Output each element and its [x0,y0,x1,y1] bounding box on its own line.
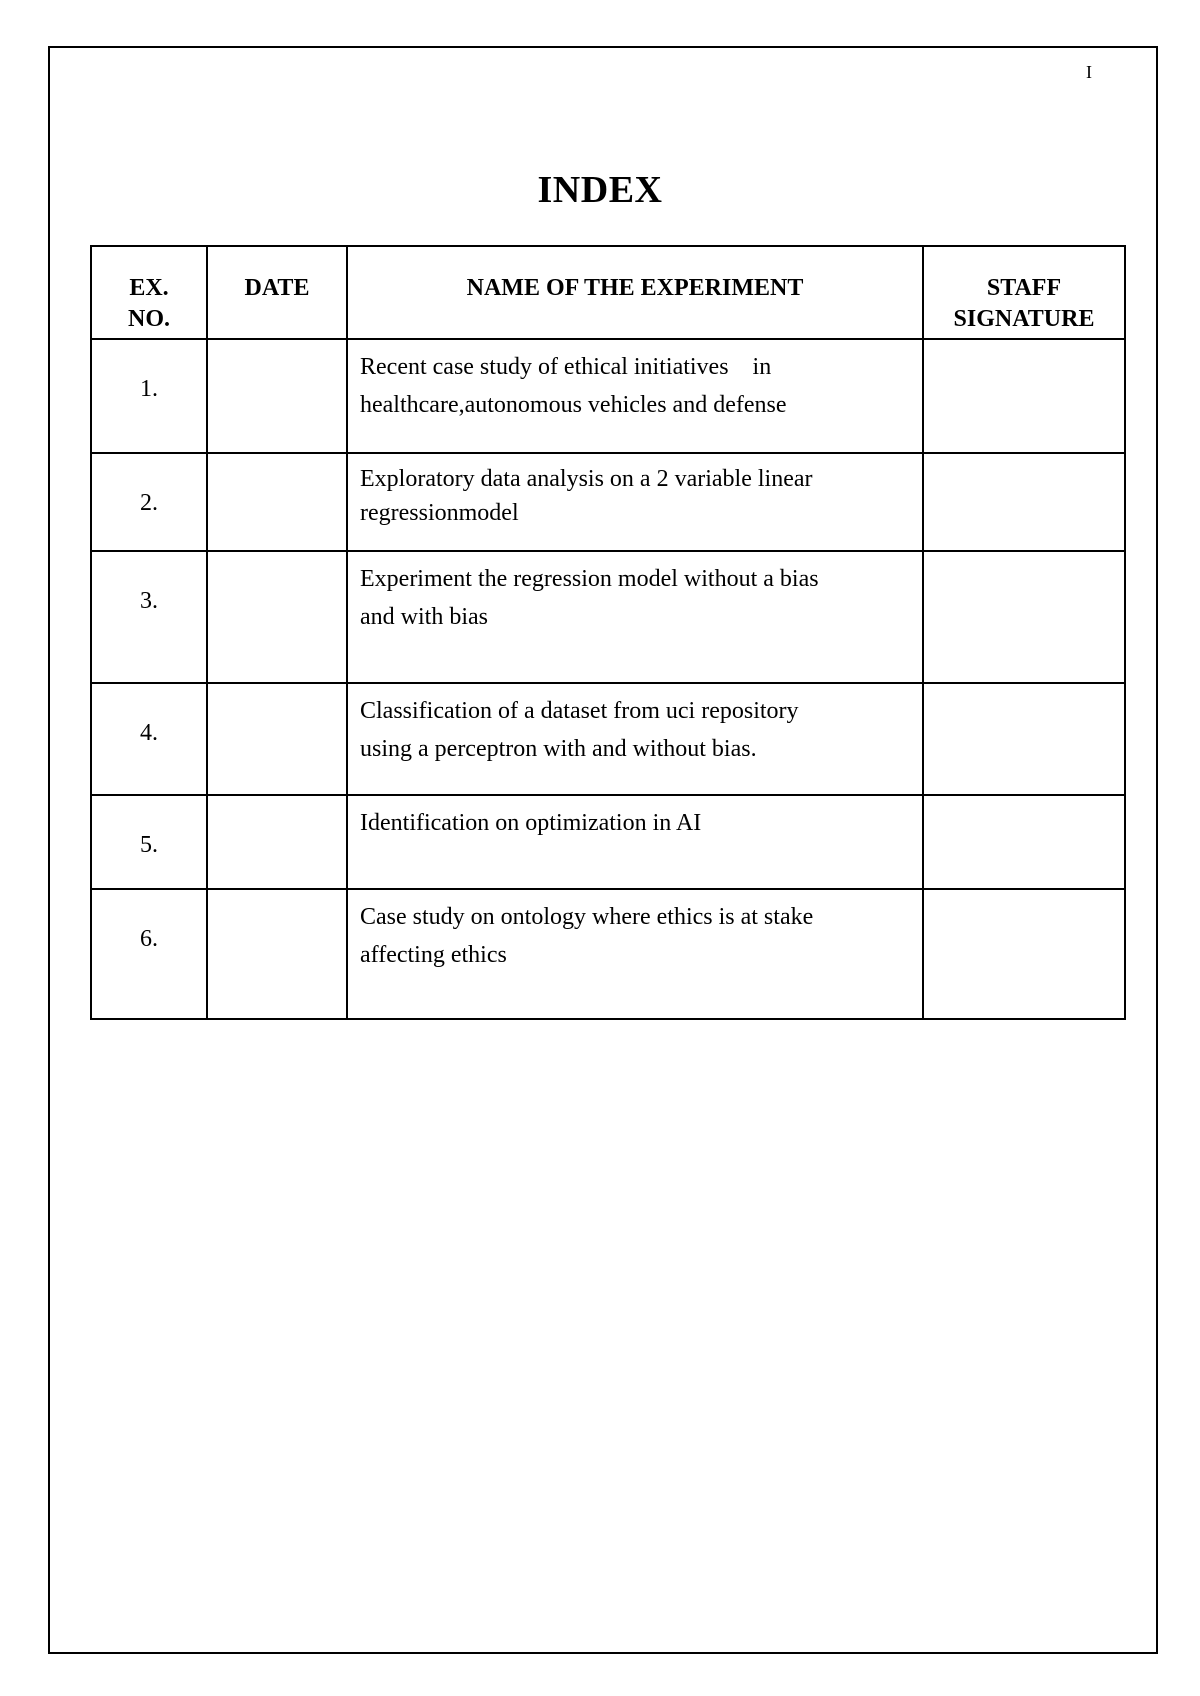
table-row [91,453,1125,551]
table-row [91,889,1125,1019]
table-row [91,339,1125,453]
date-cell [207,683,347,795]
row-number: 1. [91,339,207,453]
signature-cell [923,339,1125,453]
experiment-name-cell [347,339,923,453]
experiment-name-line1: Exploratory data analysis on a 2 variable linear [360,466,813,492]
experiment-name-line2: using a perceptron with and without bias. [360,736,757,762]
header-ex-no-line2: NO. [128,306,170,332]
table-row [91,683,1125,795]
header-ex-no [91,246,207,339]
row-number: 4. [91,683,207,795]
header-experiment-name-label: NAME OF THE EXPERIMENT [466,275,804,301]
header-date [207,246,347,339]
table-row [91,795,1125,889]
experiment-name-line1: Experiment the regression model without a bias [360,566,819,592]
header-staff-line1: STAFF [986,275,1062,301]
header-experiment-name [347,246,923,339]
table-row [91,551,1125,683]
experiment-name-cell [347,551,923,683]
row-number: 3. [91,551,207,683]
experiment-name-cell [347,795,923,889]
signature-cell [923,551,1125,683]
row-number: 2. [91,453,207,551]
date-cell [207,339,347,453]
experiment-name-line2: regressionmodel [360,500,519,526]
experiment-name-line2: healthcare,autonomous vehicles and defense [360,392,787,418]
experiment-name-line1: Recent case study of ethical initiatives in [360,354,772,380]
experiment-name-line1: Case study on ontology where ethics is at stake [360,904,814,930]
table-header-row [91,246,1125,339]
experiment-name-cell [347,889,923,1019]
signature-cell [923,889,1125,1019]
experiment-name-cell [347,453,923,551]
experiment-name-cell [347,683,923,795]
experiment-name-line2: and with bias [360,604,488,630]
date-cell [207,795,347,889]
page-number: I [1086,62,1092,82]
page-title: INDEX [537,169,663,211]
date-cell [207,453,347,551]
signature-cell [923,683,1125,795]
row-number: 5. [91,795,207,889]
date-cell [207,889,347,1019]
index-table [90,245,1126,1020]
header-date-label: DATE [244,275,310,301]
experiment-name-line2: affecting ethics [360,942,507,968]
header-staff-signature [923,246,1125,339]
experiment-name-line1: Identification on optimization in AI [360,810,702,836]
header-ex-no-line1: EX. [129,275,169,301]
header-staff-line2: SIGNATURE [953,306,1095,332]
signature-cell [923,795,1125,889]
experiment-name-line1: Classification of a dataset from uci repository [360,698,799,724]
row-number: 6. [91,889,207,1019]
date-cell [207,551,347,683]
signature-cell [923,453,1125,551]
